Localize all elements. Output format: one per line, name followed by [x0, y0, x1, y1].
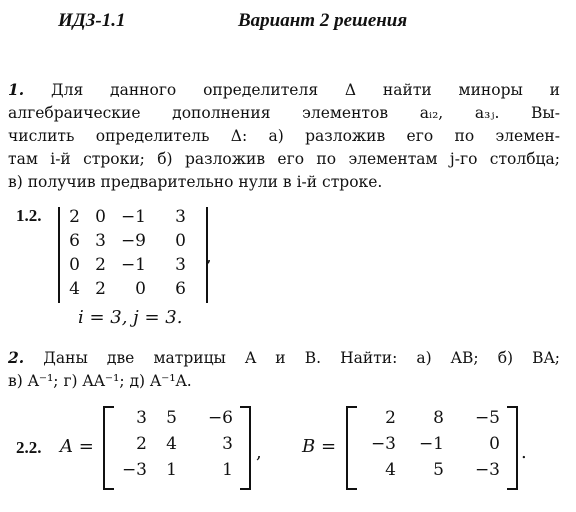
example12-condition: i = 3, j = 3.: [78, 307, 183, 328]
determinant-cell: 0: [135, 279, 146, 299]
matrix-b-left-bracket: [346, 406, 357, 490]
matrix-a-name: A =: [60, 436, 94, 457]
task1-line-2: алгебраические дополнения элементов aᵢ₂, a₃ⱼ. Вы-: [8, 104, 560, 122]
matrix-a-cell: −3: [121, 460, 147, 480]
determinant-cell: 2: [95, 255, 106, 275]
task1-line-4: там i-й строки; б) разложив его по элементам j-го столбца;: [8, 150, 560, 168]
determinant-cell: 0: [69, 255, 80, 275]
header-variant: Вариант 2 решения: [238, 10, 408, 31]
determinant-cell: 0: [175, 231, 186, 251]
matrix-a-cell: 1: [222, 460, 233, 480]
matrix-a-cell: 1: [166, 460, 177, 480]
determinant-cell: 3: [175, 255, 186, 275]
task2-line-2: в) A⁻¹; г) AA⁻¹; д) A⁻¹A.: [8, 372, 192, 390]
determinant-cell: 6: [69, 231, 80, 251]
matrix-b-cell: 5: [433, 460, 444, 480]
matrix-a-cell: 3: [136, 408, 147, 428]
matrix-b-cell: −1: [418, 434, 444, 454]
matrix-b-right-bracket: [507, 406, 518, 490]
determinant-cell: 3: [175, 207, 186, 227]
task1-number: 1.: [8, 80, 25, 99]
matrix-b-cell: −3: [474, 460, 500, 480]
task1-line-5: в) получив предварительно нули в i-й строке.: [8, 173, 383, 191]
determinant-cell: 4: [69, 279, 80, 299]
matrix-a-cell: −6: [207, 408, 233, 428]
determinant-cell: 3: [95, 231, 106, 251]
matrix-a-comma: ,: [256, 442, 262, 463]
matrix-b-cell: 8: [433, 408, 444, 428]
determinant-cell: 2: [95, 279, 106, 299]
determinant-cell: −1: [120, 207, 146, 227]
determinant-matrix: [58, 207, 208, 303]
determinant-cell: 6: [175, 279, 186, 299]
matrix-a: [103, 406, 251, 490]
task2-line-1: 2. Даны две матрицы A и B. Найти: а) AB; б) BA;: [8, 348, 560, 367]
task1-line-1: 1. Для данного определителя Δ найти миноры и: [8, 80, 560, 99]
matrix-b-cell: 2: [385, 408, 396, 428]
task1-text: [8, 78, 560, 194]
determinant-cell: 2: [69, 207, 80, 227]
matrix-a-cell: 3: [222, 434, 233, 454]
matrix-a-right-bracket: [240, 406, 251, 490]
matrix-b-cell: −5: [474, 408, 500, 428]
determinant-cell: −9: [120, 231, 146, 251]
example12-label: 1.2.: [16, 206, 42, 225]
determinant-comma: ,: [206, 246, 212, 267]
matrix-a-cell: 2: [136, 434, 147, 454]
determinant-cell: 0: [95, 207, 106, 227]
matrix-b-period: .: [521, 442, 527, 463]
matrix-b-cell: 0: [489, 434, 500, 454]
determinant-cell: −1: [120, 255, 146, 275]
header-title: ИДЗ-1.1: [58, 10, 126, 31]
task1-line-3: числить определитель Δ: а) разложив его по элемен-: [8, 127, 560, 145]
matrix-b-name: B =: [302, 436, 337, 457]
matrix-a-cell: 5: [166, 408, 177, 428]
task2-number: 2.: [8, 348, 25, 367]
matrix-b-cell: 4: [385, 460, 396, 480]
matrix-a-cell: 4: [166, 434, 177, 454]
example22-label: 2.2.: [16, 438, 42, 457]
matrix-b: [346, 406, 518, 490]
task2-text: [8, 346, 560, 393]
matrix-b-cell: −3: [370, 434, 396, 454]
matrix-a-left-bracket: [103, 406, 114, 490]
